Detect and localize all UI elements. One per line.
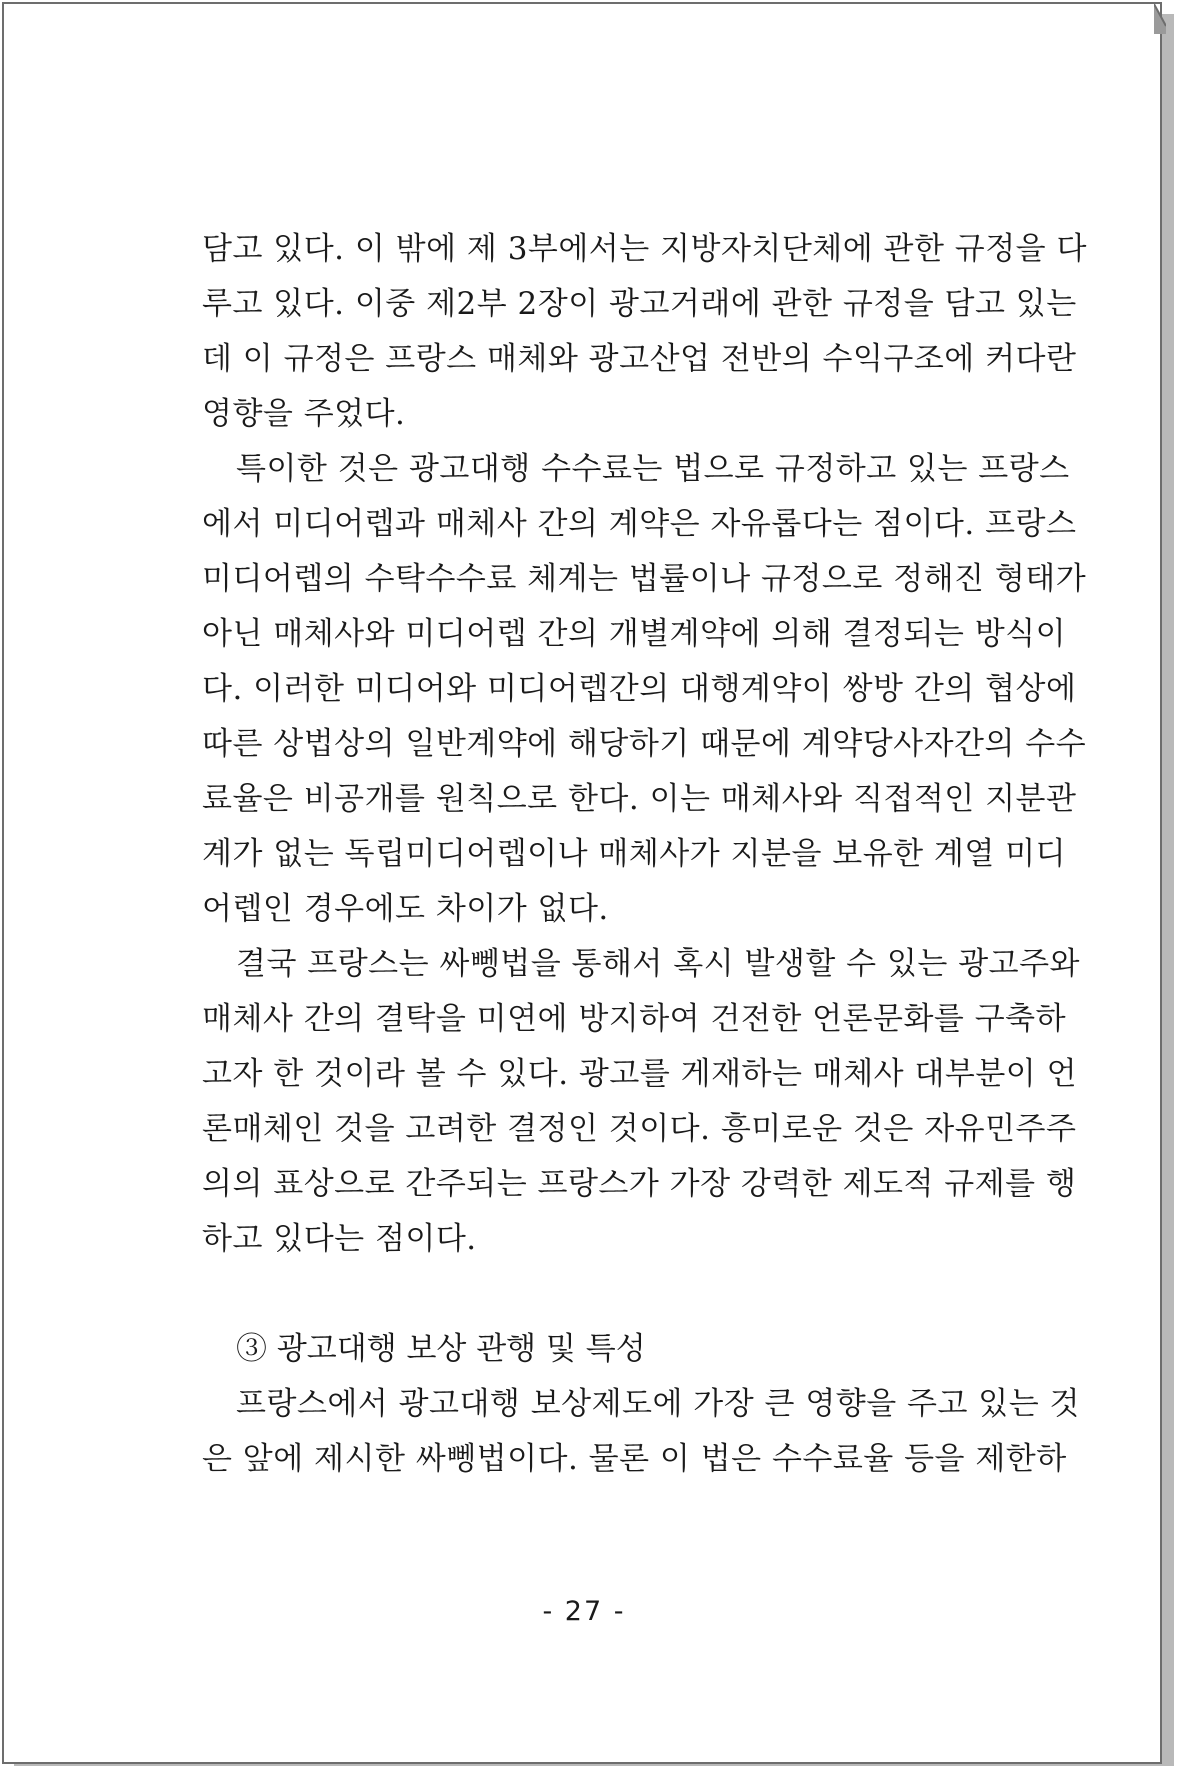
text-line: 아닌 매체사와 미디어렙 간의 개별계약에 의해 결정되는 방식이: [202, 616, 1067, 652]
paragraph-3: [202, 937, 1080, 1267]
body-text: [202, 222, 1087, 1487]
text-line: 다. 이러한 미디어와 미디어렙간의 대행계약이 쌍방 간의 협상에: [202, 671, 1077, 707]
text-line: 결국 프랑스는 싸뼁법을 통해서 혹시 발생할 수 있는 광고주와: [236, 946, 1080, 982]
text-line: 데 이 규정은 프랑스 매체와 광고산업 전반의 수익구조에 커다란: [202, 341, 1077, 377]
text-line: 에서 미디어렙과 매체사 간의 계약은 자유롭다는 점이다. 프랑스: [202, 506, 1077, 542]
text-line: 어렙인 경우에도 차이가 없다.: [202, 891, 609, 927]
text-line: 의의 표상으로 간주되는 프랑스가 가장 강력한 제도적 규제를 행: [202, 1166, 1077, 1202]
text-line: 특이한 것은 광고대행 수수료는 법으로 규정하고 있는 프랑스: [236, 451, 1070, 487]
section-paragraph: [202, 1377, 1080, 1487]
paragraph-2: [202, 442, 1087, 937]
text-line: 미디어렙의 수탁수수료 체계는 법률이나 규정으로 정해진 형태가: [202, 561, 1087, 597]
text-line: 계가 없는 독립미디어렙이나 매체사가 지분을 보유한 계열 미디: [202, 836, 1067, 872]
folded-corner-icon: [1154, 4, 1166, 34]
text-line: 따른 상법상의 일반계약에 해당하기 때문에 계약당사자간의 수수: [202, 726, 1087, 762]
text-line: 고자 한 것이라 볼 수 있다. 광고를 게재하는 매체사 대부분이 언: [202, 1056, 1078, 1092]
text-line: 루고 있다. 이중 제2부 2장이 광고거래에 관한 규정을 담고 있는: [202, 286, 1077, 322]
document-page: [2, 2, 1162, 1764]
text-line: 은 앞에 제시한 싸뼁법이다. 물론 이 법은 수수료율 등을 제한하: [202, 1441, 1067, 1477]
text-line: 프랑스에서 광고대행 보상제도에 가장 큰 영향을 주고 있는 것: [236, 1386, 1080, 1422]
text-line: 담고 있다. 이 밖에 제 3부에서는 지방자치단체에 관한 규정을 다: [202, 231, 1087, 267]
paragraph-1: [202, 222, 1087, 442]
section-spacer: [202, 1267, 972, 1322]
text-line: 론매체인 것을 고려한 결정인 것이다. 흥미로운 것은 자유민주주: [202, 1111, 1077, 1147]
text-line: 료율은 비공개를 원칙으로 한다. 이는 매체사와 직접적인 지분관: [202, 781, 1077, 817]
text-line: 영향을 주었다.: [202, 396, 406, 432]
section-heading: ③ 광고대행 보상 관행 및 특성: [236, 1331, 646, 1367]
text-line: 하고 있다는 점이다.: [202, 1221, 477, 1257]
page-number: - 27 -: [542, 1596, 626, 1627]
text-line: 매체사 간의 결탁을 미연에 방지하여 건전한 언론문화를 구축하: [202, 1001, 1067, 1037]
